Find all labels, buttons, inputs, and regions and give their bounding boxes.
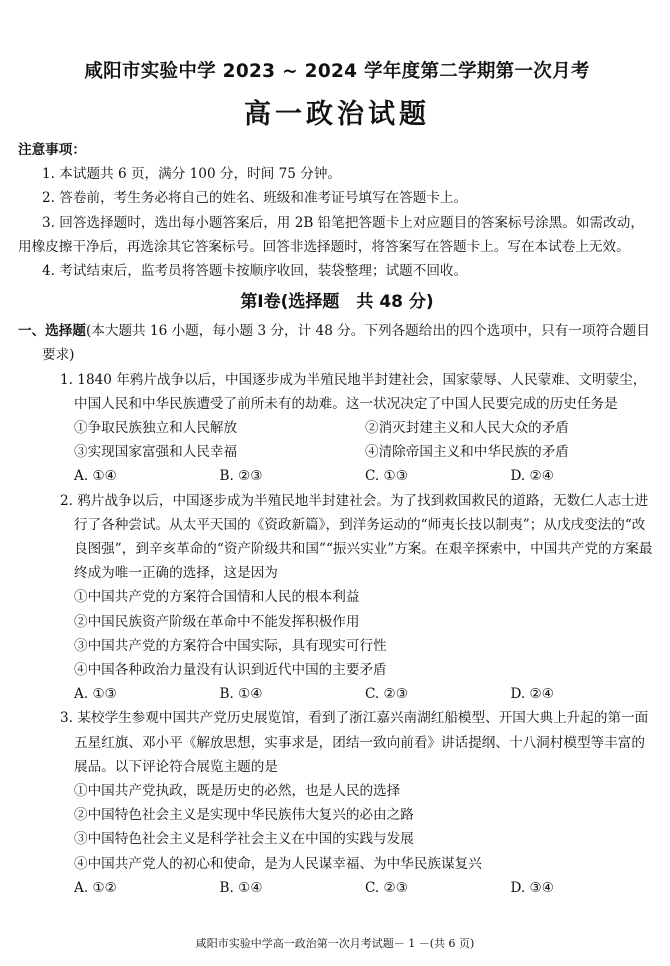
part-instructions [18,319,656,367]
statement: ①中国共产党的方案符合国情和人民的根本利益 [74,589,360,606]
statement: ①中国共产党执政，既是历史的必然，也是人民的选择 [74,783,401,800]
answer-option-c: C. ②③ [365,879,408,896]
statement: ③中国共产党的方案符合中国实际，具有现实可行性 [74,637,387,654]
notice-item-2: 2. 答卷前，考生务必将自己的姓名、班级和准考证号填写在答题卡上。 [42,190,468,207]
notice-item-4: 4. 考试结束后，监考员将答题卡按顺序收回，装袋整理；试题不回收。 [42,263,468,280]
question-2 [18,489,656,707]
statement: ④清除帝国主义和中华民族的矛盾 [365,444,569,461]
statement: ③中国特色社会主义是科学社会主义在中国的实践与发展 [74,831,414,848]
answer-option-a: A. ①④ [74,468,117,485]
statement: ①争取民族独立和人民解放 [74,420,238,437]
part-label: 一、选择题 [18,323,86,340]
answer-option-d: D. ②④ [510,468,554,485]
answer-option-b: B. ②③ [219,468,263,485]
statement: ④中国各种政治力量没有认识到近代中国的主要矛盾 [74,662,387,679]
section-title: 第Ⅰ卷(选择题 共 48 分) [240,292,434,313]
statement: ③实现国家富强和人民幸福 [74,444,238,461]
statement: ②中国特色社会主义是实现中华民族伟大复兴的必由之路 [74,807,414,824]
answer-option-c: C. ①③ [365,468,408,485]
exam-subtitle: 高一政治试题 [244,99,430,130]
answer-option-d: D. ②④ [510,686,554,703]
answer-option-b: B. ①④ [219,686,263,703]
statement: ②中国民族资产阶级在革命中不能发挥积极作用 [74,613,360,630]
page-footer: 咸阳市实验中学高一政治第一次月考试题－ 1 －(共 6 页) [195,937,475,950]
answer-option-c: C. ②③ [365,686,408,703]
answer-option-a: A. ①③ [74,686,117,703]
notice-heading: 注意事项： [18,142,86,158]
notice-item-1: 1. 本试题共 6 页，满分 100 分，时间 75 分钟。 [42,166,342,183]
exam-title: 咸阳市实验中学 2023 ~ 2024 学年度第二学期第一次月考 [84,61,590,82]
statement: ④中国共产党人的初心和使命，是为人民谋幸福、为中华民族谋复兴 [74,855,482,872]
notice-item-3: 3. 回答选择题时，选出每小题答案后，用 2B 铅笔把答题卡上对应题目的答案标号涂黑。如需改动，用橡皮擦干净后，再选涂其它答案标号。回答非选择题时，将答案写在答题卡上。写在本试卷上无效。 [18,214,644,255]
part-description: (本大题共 16 小题，每小题 3 分，计 48 分。下列各题给出的四个选项中，只有一项符合题目要求) [42,323,650,364]
question-stem: 3. 某校学生参观中国共产党历史展览馆，看到了浙江嘉兴南湖红船模型、开国大典上升起的第一面五星红旗、邓小平《解放思想，实事求是，团结一致向前看》讲话提纲、十八洞村模型等丰富的展品。以下评论符合展览主题的是 [60,710,649,775]
notice-block [18,138,656,283]
question-3 [18,706,656,900]
question-stem: 2. 鸦片战争以后，中国逐步成为半殖民地半封建社会。为了找到救国救民的道路，无数仁人志士进行了各种尝试。从太平天国的《资政新篇》，到洋务运动的“师夷长技以制夷”；从戊戌变法的“改良图强”，到辛亥革命的“资产阶级共和国”“振兴实业”方案。在艰辛探索中，中国共产党的方案最终成为唯一正确的选择，这是因为 [60,492,653,582]
answer-option-b: B. ①④ [219,879,263,896]
answer-option-d: D. ③④ [510,879,554,896]
answer-option-a: A. ①② [74,879,117,896]
question-1 [18,368,656,489]
statement: ②消灭封建主义和人民大众的矛盾 [365,420,569,437]
question-stem: 1. 1840 年鸦片战争以后，中国逐步成为半殖民地半封建社会，国家蒙辱、人民蒙难、文明蒙尘，中国人民和中华民族遭受了前所未有的劫难。这一状况决定了中国人民要完成的历史任务是 [60,371,647,412]
